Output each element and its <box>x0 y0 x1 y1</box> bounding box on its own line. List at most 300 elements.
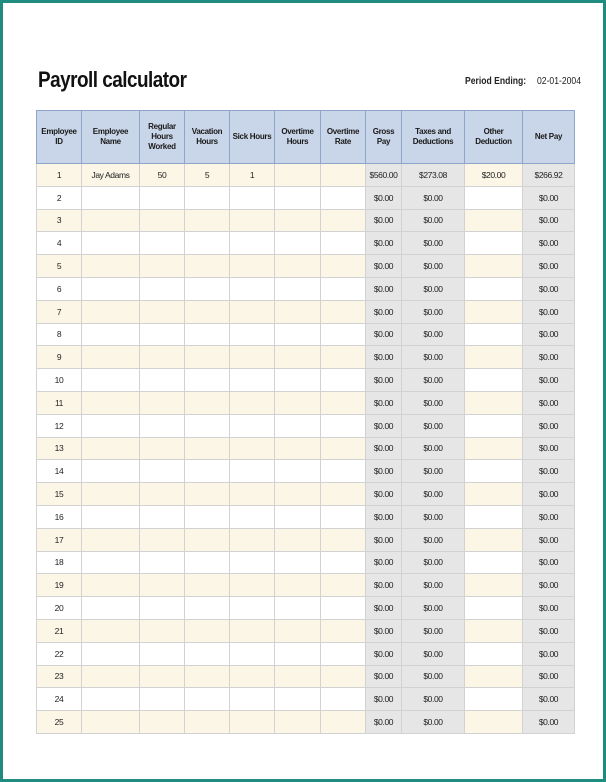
cell-taxes-deductions: $0.00 <box>402 688 465 711</box>
cell-sick-hours[interactable] <box>230 277 275 300</box>
cell-vacation-hours[interactable] <box>185 642 230 665</box>
payroll-sheet <box>3 3 603 779</box>
cell-overtime-rate[interactable] <box>321 688 366 711</box>
cell-vacation-hours[interactable] <box>185 346 230 369</box>
cell-employee-name[interactable] <box>82 300 140 323</box>
cell-regular-hours[interactable] <box>140 277 185 300</box>
cell-other-deduction[interactable] <box>465 505 523 528</box>
cell-taxes-deductions: $0.00 <box>402 186 465 209</box>
cell-employee-id: 8 <box>37 323 82 346</box>
table-row <box>37 255 575 278</box>
cell-sick-hours[interactable] <box>230 437 275 460</box>
cell-overtime-rate[interactable] <box>321 346 366 369</box>
cell-other-deduction[interactable] <box>465 186 523 209</box>
cell-taxes-deductions: $0.00 <box>402 300 465 323</box>
cell-other-deduction[interactable] <box>465 574 523 597</box>
cell-regular-hours[interactable]: 50 <box>140 164 185 187</box>
cell-gross-pay: $0.00 <box>366 391 402 414</box>
cell-sick-hours[interactable] <box>230 391 275 414</box>
cell-overtime-rate[interactable] <box>321 277 366 300</box>
col-header-vacation-hours: Vacation Hours <box>185 111 230 164</box>
cell-taxes-deductions: $0.00 <box>402 255 465 278</box>
cell-vacation-hours[interactable] <box>185 711 230 734</box>
cell-overtime-hours[interactable] <box>275 255 321 278</box>
cell-employee-id: 16 <box>37 505 82 528</box>
cell-employee-id: 5 <box>37 255 82 278</box>
cell-taxes-deductions: $0.00 <box>402 711 465 734</box>
cell-overtime-hours[interactable] <box>275 277 321 300</box>
cell-employee-name[interactable] <box>82 255 140 278</box>
cell-sick-hours[interactable] <box>230 369 275 392</box>
cell-overtime-rate[interactable] <box>321 186 366 209</box>
cell-net-pay: $0.00 <box>523 551 575 574</box>
cell-net-pay: $0.00 <box>523 277 575 300</box>
cell-gross-pay: $0.00 <box>366 642 402 665</box>
cell-other-deduction[interactable] <box>465 346 523 369</box>
cell-vacation-hours[interactable] <box>185 232 230 255</box>
table-row <box>37 619 575 642</box>
cell-vacation-hours[interactable] <box>185 186 230 209</box>
table-row <box>37 665 575 688</box>
cell-regular-hours[interactable] <box>140 232 185 255</box>
cell-regular-hours[interactable] <box>140 369 185 392</box>
cell-employee-name[interactable] <box>82 460 140 483</box>
cell-vacation-hours[interactable] <box>185 323 230 346</box>
cell-overtime-rate[interactable] <box>321 164 366 187</box>
cell-regular-hours[interactable] <box>140 460 185 483</box>
cell-overtime-hours[interactable] <box>275 164 321 187</box>
cell-taxes-deductions: $0.00 <box>402 460 465 483</box>
cell-vacation-hours[interactable] <box>185 688 230 711</box>
cell-overtime-hours[interactable] <box>275 574 321 597</box>
cell-overtime-rate[interactable] <box>321 369 366 392</box>
cell-employee-name[interactable] <box>82 574 140 597</box>
cell-employee-id: 15 <box>37 483 82 506</box>
cell-vacation-hours[interactable] <box>185 483 230 506</box>
cell-net-pay: $0.00 <box>523 528 575 551</box>
cell-employee-name[interactable] <box>82 277 140 300</box>
table-row <box>37 277 575 300</box>
table-row <box>37 414 575 437</box>
cell-other-deduction[interactable] <box>465 369 523 392</box>
cell-taxes-deductions: $0.00 <box>402 346 465 369</box>
cell-regular-hours[interactable] <box>140 300 185 323</box>
period-ending-label: Period Ending: <box>465 76 527 87</box>
cell-vacation-hours[interactable] <box>185 437 230 460</box>
cell-employee-id: 11 <box>37 391 82 414</box>
cell-overtime-hours[interactable] <box>275 300 321 323</box>
cell-net-pay: $0.00 <box>523 346 575 369</box>
cell-overtime-rate[interactable] <box>321 437 366 460</box>
table-body <box>37 164 575 734</box>
table-row <box>37 391 575 414</box>
col-header-regular-hours: Regular Hours Worked <box>140 111 185 164</box>
cell-other-deduction[interactable] <box>465 688 523 711</box>
cell-sick-hours[interactable] <box>230 460 275 483</box>
cell-overtime-rate[interactable] <box>321 665 366 688</box>
cell-overtime-hours[interactable] <box>275 688 321 711</box>
cell-vacation-hours[interactable] <box>185 597 230 620</box>
cell-gross-pay: $0.00 <box>366 711 402 734</box>
cell-overtime-hours[interactable] <box>275 665 321 688</box>
cell-vacation-hours[interactable] <box>185 619 230 642</box>
cell-taxes-deductions: $0.00 <box>402 414 465 437</box>
cell-other-deduction[interactable] <box>465 277 523 300</box>
cell-gross-pay: $0.00 <box>366 551 402 574</box>
table-row <box>37 460 575 483</box>
cell-taxes-deductions: $0.00 <box>402 619 465 642</box>
cell-overtime-rate[interactable] <box>321 597 366 620</box>
cell-taxes-deductions: $0.00 <box>402 528 465 551</box>
cell-regular-hours[interactable] <box>140 483 185 506</box>
cell-other-deduction[interactable] <box>465 619 523 642</box>
cell-gross-pay: $0.00 <box>366 209 402 232</box>
cell-taxes-deductions: $0.00 <box>402 505 465 528</box>
cell-vacation-hours[interactable] <box>185 277 230 300</box>
cell-gross-pay: $0.00 <box>366 688 402 711</box>
cell-regular-hours[interactable] <box>140 574 185 597</box>
cell-employee-name[interactable] <box>82 186 140 209</box>
table-row <box>37 232 575 255</box>
cell-other-deduction[interactable] <box>465 414 523 437</box>
cell-overtime-hours[interactable] <box>275 414 321 437</box>
cell-vacation-hours[interactable] <box>185 300 230 323</box>
cell-overtime-hours[interactable] <box>275 437 321 460</box>
cell-employee-name[interactable]: Jay Adams <box>82 164 140 187</box>
cell-overtime-rate[interactable] <box>321 551 366 574</box>
cell-overtime-rate[interactable] <box>321 209 366 232</box>
table-row <box>37 209 575 232</box>
cell-other-deduction[interactable] <box>465 255 523 278</box>
cell-taxes-deductions: $0.00 <box>402 574 465 597</box>
cell-overtime-hours[interactable] <box>275 505 321 528</box>
cell-overtime-hours[interactable] <box>275 642 321 665</box>
cell-regular-hours[interactable] <box>140 711 185 734</box>
cell-taxes-deductions: $0.00 <box>402 597 465 620</box>
cell-gross-pay: $0.00 <box>366 460 402 483</box>
cell-net-pay: $0.00 <box>523 505 575 528</box>
cell-employee-id: 9 <box>37 346 82 369</box>
cell-sick-hours[interactable] <box>230 551 275 574</box>
cell-other-deduction[interactable] <box>465 437 523 460</box>
cell-other-deduction[interactable] <box>465 551 523 574</box>
cell-sick-hours[interactable] <box>230 483 275 506</box>
cell-gross-pay: $0.00 <box>366 505 402 528</box>
cell-regular-hours[interactable] <box>140 414 185 437</box>
cell-employee-name[interactable] <box>82 437 140 460</box>
cell-net-pay: $0.00 <box>523 300 575 323</box>
cell-taxes-deductions: $0.00 <box>402 323 465 346</box>
cell-regular-hours[interactable] <box>140 505 185 528</box>
cell-employee-name[interactable] <box>82 619 140 642</box>
cell-taxes-deductions: $0.00 <box>402 391 465 414</box>
cell-employee-name[interactable] <box>82 528 140 551</box>
table-row <box>37 346 575 369</box>
payroll-table <box>36 110 575 734</box>
cell-other-deduction[interactable] <box>465 460 523 483</box>
cell-sick-hours[interactable] <box>230 209 275 232</box>
cell-taxes-deductions: $0.00 <box>402 551 465 574</box>
cell-regular-hours[interactable] <box>140 186 185 209</box>
cell-employee-name[interactable] <box>82 346 140 369</box>
cell-employee-id: 12 <box>37 414 82 437</box>
cell-sick-hours[interactable] <box>230 528 275 551</box>
cell-overtime-hours[interactable] <box>275 209 321 232</box>
cell-overtime-hours[interactable] <box>275 619 321 642</box>
cell-vacation-hours[interactable] <box>185 414 230 437</box>
cell-sick-hours[interactable] <box>230 232 275 255</box>
cell-other-deduction[interactable] <box>465 711 523 734</box>
cell-employee-id: 20 <box>37 597 82 620</box>
cell-employee-id: 7 <box>37 300 82 323</box>
col-header-employee-id: Employee ID <box>37 111 82 164</box>
cell-overtime-hours[interactable] <box>275 483 321 506</box>
cell-sick-hours[interactable] <box>230 619 275 642</box>
table-row <box>37 437 575 460</box>
cell-regular-hours[interactable] <box>140 665 185 688</box>
cell-overtime-rate[interactable] <box>321 460 366 483</box>
cell-regular-hours[interactable] <box>140 688 185 711</box>
cell-vacation-hours[interactable] <box>185 505 230 528</box>
cell-other-deduction[interactable] <box>465 391 523 414</box>
cell-regular-hours[interactable] <box>140 437 185 460</box>
cell-gross-pay: $0.00 <box>366 414 402 437</box>
table-row <box>37 300 575 323</box>
cell-other-deduction[interactable] <box>465 665 523 688</box>
cell-vacation-hours[interactable] <box>185 460 230 483</box>
cell-regular-hours[interactable] <box>140 209 185 232</box>
col-header-overtime-rate: Overtime Rate <box>321 111 366 164</box>
table-row <box>37 323 575 346</box>
cell-sick-hours[interactable] <box>230 414 275 437</box>
col-header-taxes-deductions: Taxes and Deductions <box>402 111 465 164</box>
col-header-employee-name: Employee Name <box>82 111 140 164</box>
cell-overtime-rate[interactable] <box>321 414 366 437</box>
cell-sick-hours[interactable] <box>230 574 275 597</box>
cell-sick-hours[interactable] <box>230 505 275 528</box>
cell-net-pay: $0.00 <box>523 437 575 460</box>
cell-overtime-hours[interactable] <box>275 232 321 255</box>
cell-employee-name[interactable] <box>82 505 140 528</box>
table-row <box>37 186 575 209</box>
col-header-net-pay: Net Pay <box>523 111 575 164</box>
cell-vacation-hours[interactable] <box>185 574 230 597</box>
cell-gross-pay: $0.00 <box>366 186 402 209</box>
cell-sick-hours[interactable] <box>230 642 275 665</box>
cell-employee-name[interactable] <box>82 209 140 232</box>
cell-overtime-hours[interactable] <box>275 391 321 414</box>
cell-other-deduction[interactable] <box>465 597 523 620</box>
table-row <box>37 688 575 711</box>
cell-gross-pay: $0.00 <box>366 528 402 551</box>
cell-overtime-rate[interactable] <box>321 483 366 506</box>
cell-overtime-hours[interactable] <box>275 711 321 734</box>
cell-net-pay: $0.00 <box>523 688 575 711</box>
cell-other-deduction[interactable] <box>465 528 523 551</box>
page-title: Payroll calculator <box>38 67 187 92</box>
cell-employee-id: 24 <box>37 688 82 711</box>
cell-employee-id: 4 <box>37 232 82 255</box>
cell-other-deduction[interactable] <box>465 323 523 346</box>
cell-employee-id: 18 <box>37 551 82 574</box>
cell-gross-pay: $560.00 <box>366 164 402 187</box>
cell-other-deduction[interactable] <box>465 300 523 323</box>
cell-gross-pay: $0.00 <box>366 574 402 597</box>
cell-net-pay: $0.00 <box>523 597 575 620</box>
cell-net-pay: $0.00 <box>523 255 575 278</box>
cell-gross-pay: $0.00 <box>366 437 402 460</box>
cell-sick-hours[interactable] <box>230 186 275 209</box>
cell-overtime-hours[interactable] <box>275 369 321 392</box>
cell-employee-name[interactable] <box>82 597 140 620</box>
cell-employee-name[interactable] <box>82 711 140 734</box>
cell-taxes-deductions: $0.00 <box>402 642 465 665</box>
cell-regular-hours[interactable] <box>140 597 185 620</box>
cell-regular-hours[interactable] <box>140 346 185 369</box>
cell-vacation-hours[interactable] <box>185 209 230 232</box>
cell-sick-hours[interactable] <box>230 255 275 278</box>
cell-overtime-rate[interactable] <box>321 711 366 734</box>
cell-employee-name[interactable] <box>82 688 140 711</box>
cell-employee-id: 22 <box>37 642 82 665</box>
cell-regular-hours[interactable] <box>140 528 185 551</box>
cell-vacation-hours[interactable] <box>185 551 230 574</box>
cell-gross-pay: $0.00 <box>366 232 402 255</box>
cell-vacation-hours[interactable] <box>185 665 230 688</box>
table-row <box>37 551 575 574</box>
cell-employee-name[interactable] <box>82 551 140 574</box>
cell-gross-pay: $0.00 <box>366 483 402 506</box>
cell-taxes-deductions: $0.00 <box>402 209 465 232</box>
cell-sick-hours[interactable] <box>230 688 275 711</box>
cell-overtime-rate[interactable] <box>321 300 366 323</box>
cell-gross-pay: $0.00 <box>366 277 402 300</box>
cell-overtime-rate[interactable] <box>321 255 366 278</box>
cell-other-deduction[interactable] <box>465 483 523 506</box>
cell-employee-name[interactable] <box>82 483 140 506</box>
cell-sick-hours[interactable] <box>230 665 275 688</box>
table-header-row <box>37 111 575 164</box>
cell-vacation-hours[interactable] <box>185 528 230 551</box>
cell-employee-id: 19 <box>37 574 82 597</box>
cell-sick-hours[interactable] <box>230 323 275 346</box>
cell-employee-name[interactable] <box>82 323 140 346</box>
cell-overtime-hours[interactable] <box>275 323 321 346</box>
period-ending-value[interactable]: 02-01-2004 <box>537 76 581 87</box>
cell-employee-id: 13 <box>37 437 82 460</box>
cell-employee-id: 23 <box>37 665 82 688</box>
cell-net-pay: $0.00 <box>523 414 575 437</box>
table-row <box>37 574 575 597</box>
cell-net-pay: $0.00 <box>523 391 575 414</box>
cell-regular-hours[interactable] <box>140 323 185 346</box>
cell-sick-hours[interactable] <box>230 346 275 369</box>
cell-employee-name[interactable] <box>82 369 140 392</box>
cell-employee-name[interactable] <box>82 232 140 255</box>
cell-employee-id: 25 <box>37 711 82 734</box>
cell-overtime-rate[interactable] <box>321 528 366 551</box>
cell-taxes-deductions: $0.00 <box>402 665 465 688</box>
cell-gross-pay: $0.00 <box>366 619 402 642</box>
cell-employee-id: 1 <box>37 164 82 187</box>
cell-gross-pay: $0.00 <box>366 665 402 688</box>
cell-regular-hours[interactable] <box>140 642 185 665</box>
col-header-sick-hours: Sick Hours <box>230 111 275 164</box>
cell-gross-pay: $0.00 <box>366 323 402 346</box>
table-row <box>37 164 575 187</box>
table-row <box>37 528 575 551</box>
cell-gross-pay: $0.00 <box>366 255 402 278</box>
cell-net-pay: $0.00 <box>523 619 575 642</box>
cell-employee-name[interactable] <box>82 665 140 688</box>
cell-sick-hours[interactable]: 1 <box>230 164 275 187</box>
cell-employee-id: 10 <box>37 369 82 392</box>
cell-net-pay: $0.00 <box>523 369 575 392</box>
cell-sick-hours[interactable] <box>230 711 275 734</box>
col-header-overtime-hours: Overtime Hours <box>275 111 321 164</box>
cell-overtime-rate[interactable] <box>321 232 366 255</box>
cell-regular-hours[interactable] <box>140 255 185 278</box>
cell-net-pay: $266.92 <box>523 164 575 187</box>
cell-net-pay: $0.00 <box>523 574 575 597</box>
cell-vacation-hours[interactable] <box>185 391 230 414</box>
cell-overtime-rate[interactable] <box>321 619 366 642</box>
cell-taxes-deductions: $0.00 <box>402 369 465 392</box>
col-header-gross-pay: Gross Pay <box>366 111 402 164</box>
cell-other-deduction[interactable]: $20.00 <box>465 164 523 187</box>
table-row <box>37 642 575 665</box>
cell-regular-hours[interactable] <box>140 391 185 414</box>
cell-regular-hours[interactable] <box>140 551 185 574</box>
cell-overtime-hours[interactable] <box>275 460 321 483</box>
cell-net-pay: $0.00 <box>523 665 575 688</box>
cell-vacation-hours[interactable] <box>185 255 230 278</box>
cell-regular-hours[interactable] <box>140 619 185 642</box>
cell-gross-pay: $0.00 <box>366 369 402 392</box>
cell-overtime-hours[interactable] <box>275 551 321 574</box>
cell-vacation-hours[interactable] <box>185 369 230 392</box>
cell-employee-name[interactable] <box>82 414 140 437</box>
cell-net-pay: $0.00 <box>523 642 575 665</box>
cell-taxes-deductions: $0.00 <box>402 277 465 300</box>
cell-vacation-hours[interactable]: 5 <box>185 164 230 187</box>
cell-overtime-hours[interactable] <box>275 528 321 551</box>
cell-overtime-rate[interactable] <box>321 505 366 528</box>
cell-employee-name[interactable] <box>82 391 140 414</box>
cell-overtime-rate[interactable] <box>321 642 366 665</box>
cell-employee-id: 2 <box>37 186 82 209</box>
cell-net-pay: $0.00 <box>523 209 575 232</box>
cell-overtime-hours[interactable] <box>275 597 321 620</box>
table-row <box>37 483 575 506</box>
cell-net-pay: $0.00 <box>523 460 575 483</box>
cell-sick-hours[interactable] <box>230 300 275 323</box>
cell-overtime-rate[interactable] <box>321 574 366 597</box>
cell-other-deduction[interactable] <box>465 642 523 665</box>
cell-net-pay: $0.00 <box>523 483 575 506</box>
cell-sick-hours[interactable] <box>230 597 275 620</box>
cell-overtime-rate[interactable] <box>321 391 366 414</box>
cell-other-deduction[interactable] <box>465 209 523 232</box>
cell-net-pay: $0.00 <box>523 186 575 209</box>
cell-employee-name[interactable] <box>82 642 140 665</box>
cell-overtime-hours[interactable] <box>275 346 321 369</box>
cell-other-deduction[interactable] <box>465 232 523 255</box>
cell-overtime-hours[interactable] <box>275 186 321 209</box>
cell-employee-id: 14 <box>37 460 82 483</box>
cell-overtime-rate[interactable] <box>321 323 366 346</box>
col-header-other-deduction: Other Deduction <box>465 111 523 164</box>
